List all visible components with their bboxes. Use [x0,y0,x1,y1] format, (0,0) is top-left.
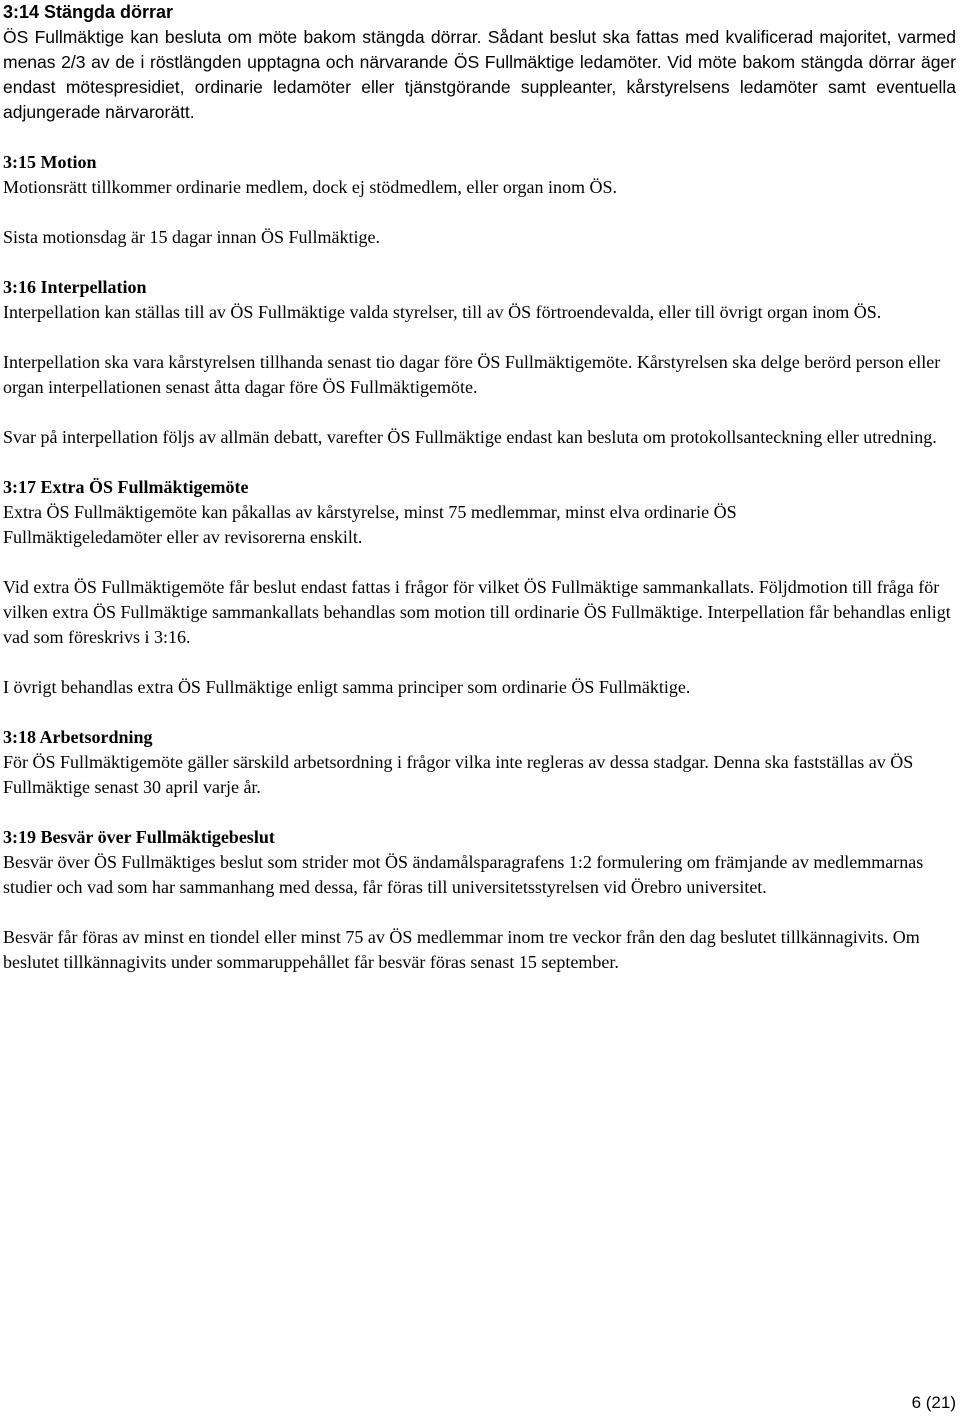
section-heading: 3:15 Motion [3,152,97,172]
section-heading: 3:14 Stängda dörrar [3,2,174,22]
section-paragraph: Besvär över ÖS Fullmäktiges beslut som strider mot ÖS ändamålsparagrafens 1:2 formulering om främjande av medlemmarnas studier och vad som har sammanhang med dessa, får föras till universitetsstyrelsen vid Örebro universitet. [3,852,924,897]
section-paragraph: Extra ÖS Fullmäktigemöte kan påkallas av kårstyrelse, minst 75 medlemmar, minst elva ordinarie ÖS Fullmäktigeledamöter eller av revisorerna enskilt. [3,502,737,547]
document-page [3,0,956,1000]
section-heading: 3:17 Extra ÖS Fullmäktigemöte [3,477,249,497]
section-3-19 [3,825,956,975]
section-3-15 [3,150,956,250]
section-3-17 [3,475,956,700]
section-paragraph: Besvär får föras av minst en tiondel eller minst 75 av ÖS medlemmar inom tre veckor från den dag beslutet tillkännagivits. Om beslutet tillkännagivits under sommaruppehållet får besvär föras senast 15 september. [3,927,920,972]
section-3-18 [3,725,956,800]
section-heading: 3:18 Arbetsordning [3,727,153,747]
section-paragraph: Svar på interpellation följs av allmän debatt, varefter ÖS Fullmäktige endast kan besluta om protokollsanteckning eller utredning. [3,427,937,447]
section-3-16 [3,275,956,450]
section-paragraph: Interpellation kan ställas till av ÖS Fullmäktige valda styrelser, till av ÖS förtroendevalda, eller till övrigt organ inom ÖS. [3,302,882,322]
section-paragraph: Motionsrätt tillkommer ordinarie medlem, dock ej stödmedlem, eller organ inom ÖS. [3,177,618,197]
section-paragraph: Vid extra ÖS Fullmäktigemöte får beslut endast fattas i frågor för vilket ÖS Fullmäktige sammankallats. Följdmotion till fråga för vilken extra ÖS Fullmäktige sammankallats behandlas som motion till ordinarie ÖS Fullmäktige. Interpellation får behandlas enligt vad som föreskrivs i 3:16. [3,577,951,647]
section-heading: 3:16 Interpellation [3,277,147,297]
section-paragraph: För ÖS Fullmäktigemöte gäller särskild arbetsordning i frågor vilka inte regleras av dessa stadgar. Denna ska fastställas av ÖS Fullmäktige senast 30 april varje år. [3,752,914,797]
section-paragraph: I övrigt behandlas extra ÖS Fullmäktige enligt samma principer som ordinarie ÖS Fullmäktige. [3,677,691,697]
section-3-14 [3,0,956,125]
section-paragraph: Sista motionsdag är 15 dagar innan ÖS Fullmäktige. [3,227,380,247]
section-heading: 3:19 Besvär över Fullmäktigebeslut [3,827,275,847]
section-paragraph: ÖS Fullmäktige kan besluta om möte bakom stängda dörrar. Sådant beslut ska fattas med kvalificerad majoritet, varmed menas 2/3 av de i röstlängden upptagna och närvarande ÖS Fullmäktige ledamöter. Vid möte bakom stängda dörrar äger endast mötespresidiet, ordinarie ledamöter eller tjänstgörande suppleanter, kårstyrelsens ledamöter samt eventuella adjungerade närvarorätt. [3,27,956,122]
page-number: 6 (21) [911,1393,956,1412]
section-paragraph: Interpellation ska vara kårstyrelsen tillhanda senast tio dagar före ÖS Fullmäktigemöte. Kårstyrelsen ska delge berörd person eller organ interpellationen senast åtta dagar före ÖS Fullmäktigemöte. [3,352,941,397]
